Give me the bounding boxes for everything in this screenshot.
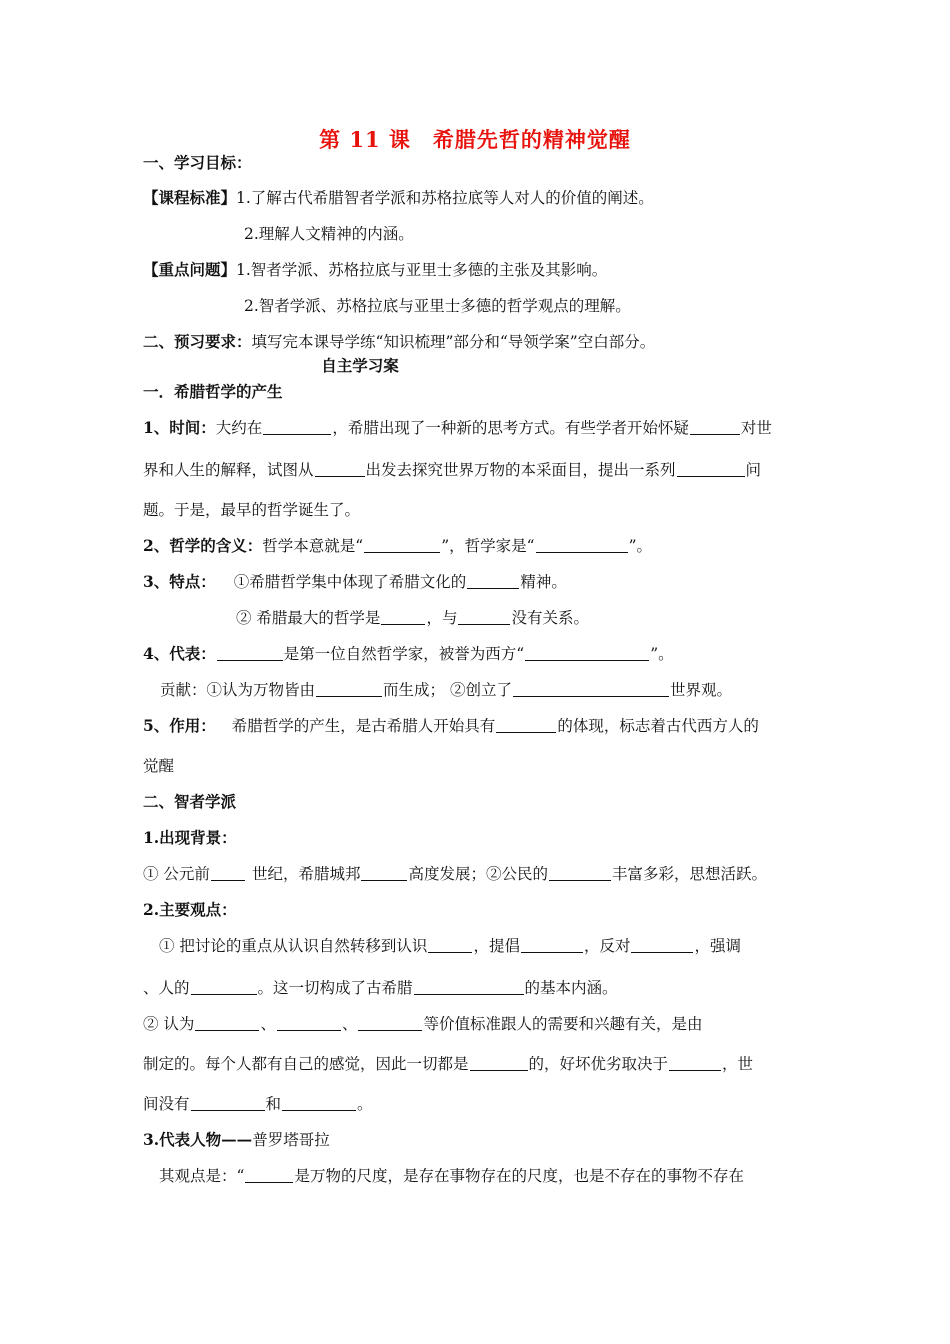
blank-spirit[interactable] xyxy=(467,572,519,589)
blank-measure[interactable] xyxy=(245,1166,293,1183)
text: 制定的。每个人都有自己的感觉，因此一切都是 xyxy=(143,1055,469,1073)
text: ② 认为 xyxy=(143,1015,195,1033)
blank-value-2[interactable] xyxy=(277,1014,341,1031)
blank-worldview[interactable] xyxy=(513,680,669,697)
blank-humanism[interactable] xyxy=(414,978,524,995)
effect-line xyxy=(143,715,807,737)
view2-line-3 xyxy=(143,1093,373,1115)
text: 界和人生的解释，试图从 xyxy=(143,461,314,479)
feature-line-1 xyxy=(143,571,567,593)
blank-philosophy[interactable] xyxy=(364,536,440,553)
feature-label: 3、特点： xyxy=(143,572,216,591)
blank-origin[interactable] xyxy=(316,680,382,697)
key-label: 【重点问题】 xyxy=(143,260,237,279)
feature-line-2 xyxy=(236,607,589,629)
blank-unrelated[interactable] xyxy=(458,608,510,625)
quote-line xyxy=(143,1165,807,1187)
text: 大约在 xyxy=(215,419,263,437)
key-line-1 xyxy=(143,259,607,281)
view-label: 2.主要观点： xyxy=(143,900,237,919)
text: ”。 xyxy=(628,537,653,555)
text: 的体现，标志着古代西方人的 xyxy=(557,717,759,735)
view1-line-2 xyxy=(143,977,618,999)
effect-line-2: 觉醒 xyxy=(143,757,175,775)
text: 的基本内涵。 xyxy=(524,979,618,997)
blank-citizen[interactable] xyxy=(549,864,611,881)
bg-line xyxy=(143,863,767,885)
text: 问 xyxy=(745,461,762,479)
key-item-1: 1.智者学派、苏格拉底与亚里士多德的主张及其影响。 xyxy=(236,261,608,279)
text: 和 xyxy=(265,1095,282,1113)
blank-human[interactable] xyxy=(191,978,257,995)
blank-rep[interactable] xyxy=(217,644,283,661)
time-line-2 xyxy=(143,459,807,481)
text: 精神。 xyxy=(520,573,567,591)
rep-line xyxy=(143,643,674,665)
blank-value-3[interactable] xyxy=(358,1014,422,1031)
contrib-line xyxy=(160,679,732,701)
text: ，希腊出现了一种新的思考方式。有些学者开始怀疑 xyxy=(332,419,689,437)
standard-label: 【课程标准】 xyxy=(143,188,237,207)
preview-heading: 二、预习要求： xyxy=(143,332,252,351)
blank-know[interactable] xyxy=(428,936,472,953)
text: 丰富多彩，思想活跃。 xyxy=(611,865,767,883)
blank-depends[interactable] xyxy=(669,1054,721,1071)
text: 、 xyxy=(260,1015,276,1033)
preview-line xyxy=(143,331,655,353)
text: 贡献：①认为万物皆由 xyxy=(160,681,316,699)
text: 哲学本意就是“ xyxy=(262,537,364,555)
blank-century[interactable] xyxy=(211,864,245,881)
text: 而生成； ②创立了 xyxy=(383,681,512,699)
standard-item-1: 1.了解古代希腊智者学派和苏格拉底等人对人的价值的阐述。 xyxy=(236,189,654,207)
text: 出发去探究世界万物的本采面目，提出一系列 xyxy=(365,461,676,479)
time-line-1 xyxy=(143,417,807,439)
preview-text: 填写完本课导学练“知识梳理”部分和“导领学案”空白部分。 xyxy=(251,333,656,351)
text: ”，哲学家是“ xyxy=(441,537,535,555)
blank-absolute-2[interactable] xyxy=(282,1094,356,1111)
blank-doubt[interactable] xyxy=(690,418,740,435)
text: 、 xyxy=(341,1015,358,1033)
view2-line-2 xyxy=(143,1053,807,1075)
text: 。这一切构成了古希腊 xyxy=(257,979,413,997)
effect-label: 5、作用： xyxy=(143,716,216,735)
text: 没有关系。 xyxy=(511,609,589,627)
standard-line-1 xyxy=(143,187,654,209)
text: 对世 xyxy=(740,419,772,437)
view1-line-1 xyxy=(143,935,807,957)
text: ①希腊哲学集中体现了希腊文化的 xyxy=(233,573,467,591)
blank-value-1[interactable] xyxy=(195,1014,259,1031)
rep-label: 4、代表： xyxy=(143,644,216,663)
text: 等价值标准跟人的需要和兴趣有关，是由 xyxy=(423,1015,703,1033)
text: ，提倡 xyxy=(473,937,520,955)
sec1-heading: 一．希腊哲学的产生 xyxy=(143,382,283,401)
rep2-line xyxy=(143,1129,330,1151)
text: ，强调 xyxy=(694,937,741,955)
lesson-title: 第 11 课 希腊先哲的精神觉醒 xyxy=(319,127,631,152)
standard-item-2: 2.理解人文精神的内涵。 xyxy=(244,225,414,243)
text: ，反对 xyxy=(583,937,631,955)
text: 世界观。 xyxy=(669,681,732,699)
text: ，与 xyxy=(426,609,458,627)
sec2-heading: 二、智者学派 xyxy=(143,792,237,811)
text: 希腊哲学的产生，是古希腊人开始具有 xyxy=(231,717,496,735)
text: 间没有 xyxy=(143,1095,190,1113)
text: 是第一位自然哲学家，被誉为西方“ xyxy=(283,645,525,663)
text: 。 xyxy=(357,1095,373,1113)
meaning-line xyxy=(143,535,652,557)
text: 世纪，希腊城邦 xyxy=(251,865,361,883)
text: 其观点是：“ xyxy=(159,1167,245,1185)
time-label: 1、时间： xyxy=(143,418,216,437)
blank-ability[interactable] xyxy=(496,716,556,733)
blank-title[interactable] xyxy=(525,644,649,661)
text: ② 希腊最大的哲学是 xyxy=(236,609,381,627)
view2-line-1 xyxy=(143,1013,807,1035)
bg-label: 1.出现背景： xyxy=(143,828,237,847)
blank-from[interactable] xyxy=(315,460,365,477)
blank-advocate[interactable] xyxy=(521,936,583,953)
text: ，世 xyxy=(722,1055,754,1073)
blank-polis[interactable] xyxy=(361,864,407,881)
self-study-heading: 自主学习案 xyxy=(321,356,399,375)
blank-time[interactable] xyxy=(263,418,331,435)
text: 高度发展；②公民的 xyxy=(408,865,548,883)
blank-oppose[interactable] xyxy=(631,936,693,953)
time-line-3: 题。于是，最早的哲学诞生了。 xyxy=(143,501,361,519)
goals-heading: 一、学习目标： xyxy=(143,153,252,172)
blank-philosopher[interactable] xyxy=(536,536,628,553)
rep2-label: 3.代表人物—— xyxy=(143,1130,253,1149)
key-item-2: 2.智者学派、苏格拉底与亚里士多德的哲学观点的理解。 xyxy=(244,297,631,315)
blank-relative[interactable] xyxy=(470,1054,528,1071)
text: 是万物的尺度，是存在事物存在的尺度，也是不存在的事物不存在 xyxy=(294,1167,744,1185)
rep2-name: 普罗塔哥拉 xyxy=(252,1131,330,1149)
text: 、人的 xyxy=(143,979,190,997)
text: ”。 xyxy=(650,645,674,663)
text: ① 把讨论的重点从认识自然转移到认识 xyxy=(159,937,428,955)
text: 的，好坏优劣取决于 xyxy=(528,1055,669,1073)
text: ① 公元前 xyxy=(143,865,210,883)
meaning-label: 2、哲学的含义： xyxy=(143,536,263,555)
blank-absolute-1[interactable] xyxy=(191,1094,265,1111)
blank-greatest[interactable] xyxy=(381,608,425,625)
blank-questions[interactable] xyxy=(677,460,745,477)
